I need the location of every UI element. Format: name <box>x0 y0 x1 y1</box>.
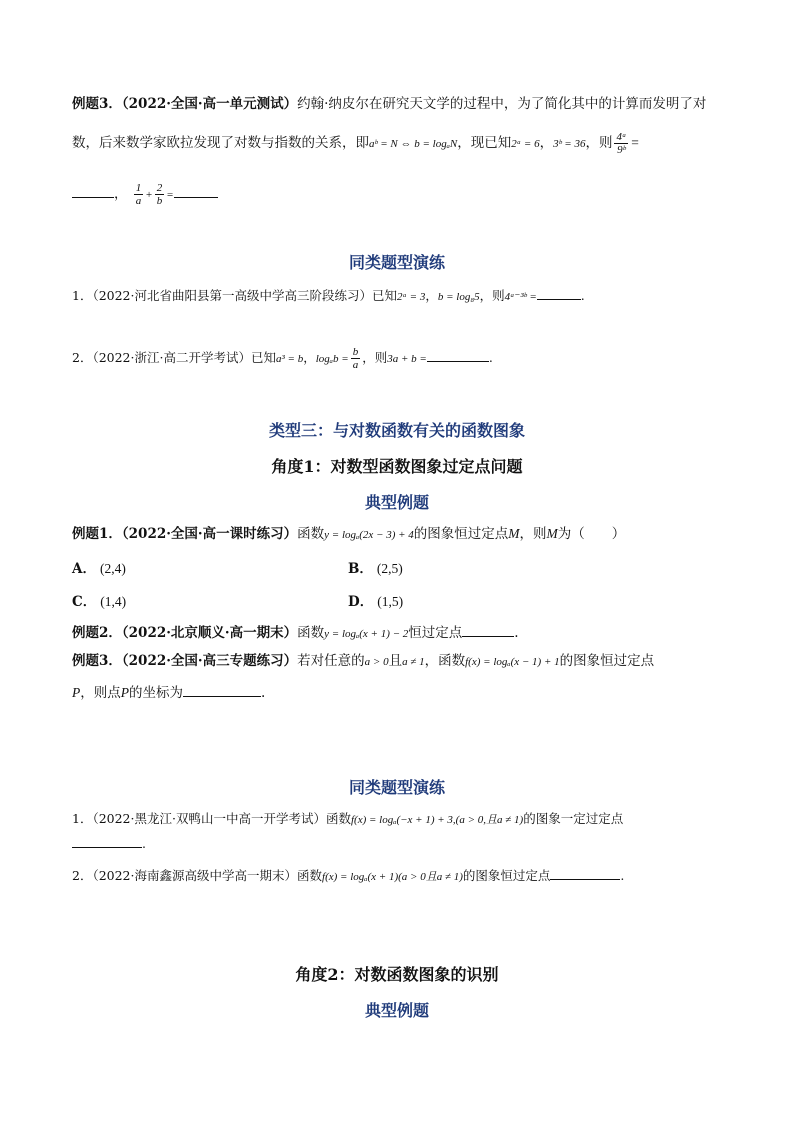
ex1-text: 函数 <box>297 526 325 542</box>
p1-text2: ，则 <box>479 288 505 303</box>
ex1-math2: M <box>508 526 520 541</box>
q2-text: 函数 <box>297 868 323 883</box>
practice2-problem-1-line2 <box>72 833 146 854</box>
ex3-top-frac2-num: 1 <box>135 182 142 194</box>
p2-fraction <box>351 346 361 371</box>
p1-text: 已知 <box>372 288 398 303</box>
angle2-title: 角度2：对数函数图象的识别 <box>295 965 499 984</box>
option-c-value: (1,4) <box>100 594 127 609</box>
practice2-problem-2 <box>72 865 624 887</box>
ex2-text2: 恒过定点 <box>408 625 463 641</box>
q1-source: （2022·黑龙江·双鸭山一中高一开学考试） <box>92 811 326 826</box>
ex1-text4: 为（ ） <box>557 526 626 542</box>
option-c[interactable] <box>72 590 126 610</box>
option-d[interactable] <box>348 590 403 610</box>
ex3-top-eq2: = <box>166 189 174 201</box>
ex3-answer-blank[interactable] <box>183 682 261 697</box>
example-3-line1 <box>72 651 654 672</box>
option-d-key: D． <box>348 594 374 610</box>
ex3-top-blank1[interactable] <box>72 183 114 198</box>
ex3-top-frac2-den: a <box>135 195 142 207</box>
p2-frac-den: a <box>352 359 359 371</box>
q1-text: 函数 <box>325 811 351 826</box>
option-a-key: A． <box>72 561 96 577</box>
ex2-math1: y = logₐ(x + 1) − 2 <box>324 628 409 640</box>
p1-source: （2022·河北省曲阳县第一高级中学高三阶段练习） <box>92 288 372 303</box>
ex1-text2: 的图象恒过定点 <box>413 526 509 542</box>
ex3-top-given1: 2ᵃ = 6 <box>511 138 540 150</box>
ex3-top-text1: 约翰·纳皮尔在研究天文学的过程中，为了简化其中的计算而发明了对 <box>297 96 707 112</box>
q2-text2: 的图象恒过定点 <box>462 868 551 883</box>
p2-source: （2022·浙江·高二开学考试） <box>92 350 251 365</box>
ex3-top-frac3-num: 2 <box>156 182 163 194</box>
q2-end: . <box>620 868 625 883</box>
example-1 <box>72 524 625 545</box>
p2-answer-blank[interactable] <box>427 347 489 362</box>
ex1-math3: M <box>546 526 558 541</box>
ex3-source: （2022·全国·高三专题练习） <box>121 653 298 669</box>
option-a[interactable] <box>72 557 126 577</box>
ex2-text: 函数 <box>297 625 325 641</box>
ex3-top-line1 <box>72 94 706 114</box>
ex3-top-eq: = <box>630 135 640 150</box>
ex3-line2-text2: 的坐标为 <box>129 685 183 701</box>
p2-text2: ，则 <box>362 350 388 365</box>
p2-sep: ， <box>303 350 316 365</box>
p2-math1: a³ = b <box>275 353 304 365</box>
q1-end: . <box>142 836 146 851</box>
ex3-top-line3-sep: ， <box>114 186 128 202</box>
p2-text: 已知 <box>250 350 276 365</box>
ex3-top-frac2 <box>134 182 144 207</box>
ex3-top-source: （2022·全国·高一单元测试） <box>121 96 298 112</box>
option-b[interactable] <box>348 557 403 577</box>
ex3-top-label: 例题3． <box>72 96 122 112</box>
option-c-key: C． <box>72 594 97 610</box>
q1-number: 1． <box>72 811 93 826</box>
p1-math3: 4ᵃ⁻³ᵇ = <box>504 291 537 303</box>
ex3-top-given2: 3ᵇ = 36 <box>553 138 586 150</box>
practice2-problem-1-line1 <box>72 809 623 830</box>
ex3-top-frac-num: 4ᵃ <box>616 131 627 143</box>
ex3-math1: a > 0 <box>364 656 389 668</box>
p2-end: . <box>488 350 493 365</box>
ex3-top-frac-den: 9ᵇ <box>617 144 626 156</box>
p2-math2: logₐb = <box>315 353 349 365</box>
practice1-problem-1 <box>72 285 585 307</box>
ex3-top-definition: aᵇ = N ⇔ b = logₐN <box>369 138 458 150</box>
section-title-practice-2: 同类题型演练 <box>348 778 445 797</box>
ex3-math3: f(x) = logₐ(x − 1) + 1 <box>465 656 560 668</box>
ex3-top-blank2[interactable] <box>174 183 218 198</box>
p1-end: . <box>580 288 585 303</box>
ex2-label: 例题2． <box>72 625 122 641</box>
option-b-value: (2,5) <box>376 561 403 576</box>
ex3-point-p: P <box>72 685 81 700</box>
ex3-top-fraction <box>614 131 628 156</box>
option-d-value: (1,5) <box>377 594 404 609</box>
ex3-top-line3 <box>72 182 218 207</box>
option-a-value: (2,4) <box>99 561 126 576</box>
option-b-key: B． <box>348 561 373 577</box>
ex3-end: . <box>261 685 266 701</box>
ex3-point-p2: P <box>120 685 129 700</box>
example-2 <box>72 622 519 644</box>
ex3-top-plus: + <box>145 189 153 201</box>
q1-answer-blank[interactable] <box>72 833 142 848</box>
q2-math1: f(x) = logₐ(x + 1)(a > 0且a ≠ 1) <box>322 871 463 883</box>
ex3-top-frac3-den: b <box>156 195 163 207</box>
ex3-and: 且 <box>388 653 403 669</box>
p1-answer-blank[interactable] <box>537 285 581 300</box>
typical-examples-title-1: 典型例题 <box>364 493 429 512</box>
q1-math1: f(x) = logₐ(−x + 1) + 3,(a > 0,且a ≠ 1) <box>350 814 524 826</box>
ex3-text: 若对任意的 <box>297 653 365 669</box>
ex2-end: . <box>514 625 519 641</box>
example-3-line2 <box>72 682 265 703</box>
p2-number: 2． <box>72 350 93 365</box>
ex3-text2: ，函数 <box>424 653 466 669</box>
typical-examples-title-2: 典型例题 <box>364 1001 429 1020</box>
p1-math2: b = log₈5 <box>437 291 480 303</box>
section-title-practice-1: 同类题型演练 <box>348 253 445 272</box>
ex3-line2-text: ，则点 <box>80 685 121 701</box>
p2-frac-num: b <box>352 346 359 358</box>
ex3-top-text2a: 数，后来数学家欧拉发现了对数与指数的关系，即 <box>72 135 369 151</box>
q2-source: （2022·海南鑫源高级中学高一期末） <box>92 868 297 883</box>
type3-title: 类型三：与对数函数有关的函数图象 <box>268 421 525 440</box>
ex3-math2: a ≠ 1 <box>402 656 425 668</box>
p1-number: 1． <box>72 288 93 303</box>
ex3-top-line2 <box>72 131 639 156</box>
ex3-top-text2b: ，现已知 <box>457 135 512 151</box>
ex1-source: （2022·全国·高一课时练习） <box>121 526 298 542</box>
p1-math1: 2ᵃ = 3 <box>397 291 426 303</box>
ex1-math1: y = logₐ(2x − 3) + 4 <box>324 529 414 541</box>
p1-sep: ， <box>425 288 438 303</box>
ex3-top-frac3 <box>155 182 165 207</box>
q2-number: 2． <box>72 868 93 883</box>
ex1-label: 例题1． <box>72 526 122 542</box>
ex3-top-text2c: ，则 <box>585 135 613 151</box>
ex1-text3: ，则 <box>519 526 547 542</box>
angle1-title: 角度1：对数型函数图象过定点问题 <box>271 457 523 476</box>
q2-answer-blank[interactable] <box>550 865 620 880</box>
practice1-problem-2 <box>72 346 493 371</box>
ex3-top-sep: ， <box>539 135 554 151</box>
q1-text2: 的图象一定过定点 <box>523 811 624 826</box>
ex3-text3: 的图象恒过定点 <box>559 653 655 669</box>
ex2-answer-blank[interactable] <box>462 622 514 637</box>
ex3-label: 例题3． <box>72 653 122 669</box>
ex2-source: （2022·北京顺义·高一期末） <box>121 625 298 641</box>
p2-math3: 3a + b = <box>387 353 427 365</box>
